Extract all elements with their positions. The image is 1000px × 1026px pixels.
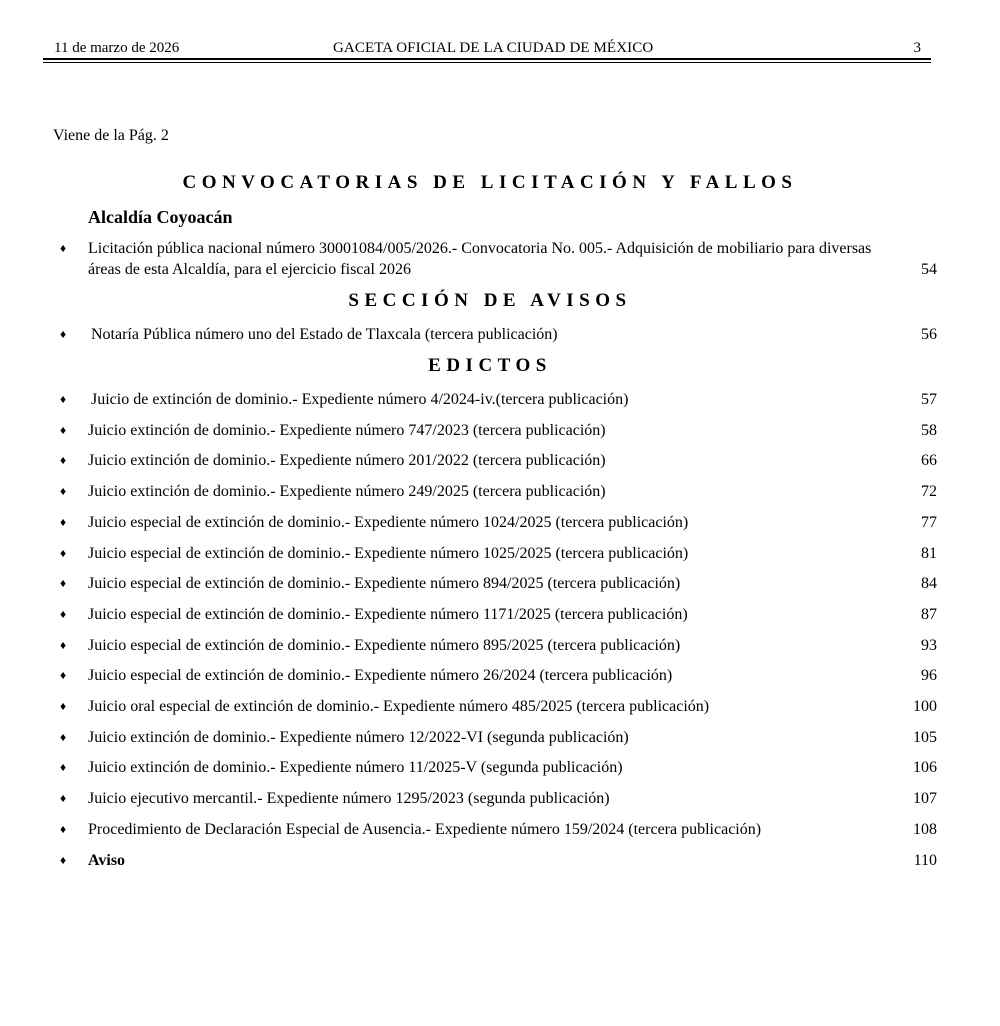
header-rule — [43, 58, 931, 60]
header-title: GACETA OFICIAL DE LA CIUDAD DE MÉXICO — [333, 40, 654, 56]
entry-text: Juicio extinción de dominio.- Expediente número 249/2025 (tercera publicación) — [88, 483, 606, 500]
entry-text: Juicio especial de extinción de dominio.- Expediente número 1171/2025 (tercera publicación) — [88, 606, 688, 623]
list-item — [60, 238, 940, 280]
bullet-icon: ♦ — [60, 423, 67, 437]
entry-page: 84 — [921, 575, 937, 592]
list-item — [60, 635, 940, 656]
entry-text: Juicio extinción de dominio.- Expediente número 747/2023 (tercera publicación) — [88, 422, 606, 439]
list-item — [60, 481, 940, 502]
entry-page: 77 — [921, 514, 937, 531]
bullet-icon: ♦ — [60, 576, 67, 590]
entry-page: 87 — [921, 606, 937, 623]
bullet-icon: ♦ — [60, 453, 67, 467]
list-item — [60, 727, 940, 748]
entry-page: 72 — [921, 483, 937, 500]
bullet-icon: ♦ — [60, 484, 67, 498]
list-item — [60, 696, 940, 717]
section-heading-convocatorias: CONVOCATORIAS DE LICITACIÓN Y FALLOS — [182, 172, 798, 193]
list-item — [60, 512, 940, 533]
list-item — [60, 665, 940, 686]
entry-text: Notaría Pública número uno del Estado de Tlaxcala (tercera publicación) — [91, 326, 558, 343]
list-item — [60, 788, 940, 809]
list-item — [60, 604, 940, 625]
bullet-icon: ♦ — [60, 392, 67, 406]
subheading-alcaldia: Alcaldía Coyoacán — [88, 207, 233, 227]
list-item — [60, 819, 940, 840]
bullet-icon: ♦ — [60, 791, 67, 805]
entry-page: 58 — [921, 422, 937, 439]
entry-page: 108 — [913, 821, 937, 838]
bullet-icon: ♦ — [60, 515, 67, 529]
entry-page: 96 — [921, 667, 937, 684]
list-item — [60, 450, 940, 471]
entry-text: Juicio especial de extinción de dominio.- Expediente número 894/2025 (tercera publicación) — [88, 575, 681, 592]
entry-page: 93 — [921, 637, 937, 654]
entry-text: Juicio especial de extinción de dominio.- Expediente número 1025/2025 (tercera publicación) — [88, 545, 689, 562]
bullet-icon: ♦ — [60, 327, 67, 341]
entry-text: Juicio extinción de dominio.- Expediente número 201/2022 (tercera publicación) — [88, 452, 606, 469]
header-page-number: 3 — [913, 40, 921, 56]
list-item — [60, 573, 940, 594]
entry-page: 107 — [913, 790, 937, 807]
entry-page: 106 — [913, 759, 937, 776]
bullet-icon: ♦ — [60, 853, 67, 867]
bullet-icon: ♦ — [60, 241, 67, 255]
entry-text: Juicio extinción de dominio.- Expediente número 11/2025-V (segunda publicación) — [88, 759, 623, 776]
entry-text: Juicio especial de extinción de dominio.- Expediente número 895/2025 (tercera publicación) — [88, 637, 681, 654]
bullet-icon: ♦ — [60, 699, 67, 713]
page-header — [43, 40, 931, 60]
entry-page: 110 — [913, 852, 937, 869]
list-item — [60, 757, 940, 778]
list-item — [60, 543, 940, 564]
entry-page: 66 — [921, 452, 937, 469]
bullet-icon: ♦ — [60, 730, 67, 744]
entry-page: 57 — [921, 391, 937, 408]
list-item — [60, 324, 940, 345]
entry-page: 105 — [913, 729, 937, 746]
entry-page: 54 — [921, 261, 937, 278]
list-item — [60, 850, 940, 871]
entry-text: Juicio especial de extinción de dominio.- Expediente número 1024/2025 (tercera publicación) — [88, 514, 689, 531]
entry-text: Juicio extinción de dominio.- Expediente número 12/2022-VI (segunda publicación) — [88, 729, 629, 746]
entry-text: Juicio oral especial de extinción de dominio.- Expediente número 485/2025 (tercera publicación) — [88, 698, 710, 715]
bullet-icon: ♦ — [60, 638, 67, 652]
entry-text: Juicio especial de extinción de dominio.- Expediente número 26/2024 (tercera publicación) — [88, 667, 673, 684]
bullet-icon: ♦ — [60, 607, 67, 621]
entry-page: 56 — [921, 326, 937, 343]
bullet-icon: ♦ — [60, 760, 67, 774]
entry-page: 100 — [913, 698, 937, 715]
header-rule-thin — [43, 62, 931, 63]
entry-page: 81 — [921, 545, 937, 562]
entry-text: Aviso — [88, 852, 126, 869]
section-heading-edictos: EDICTOS — [428, 355, 552, 376]
list-item — [60, 389, 940, 410]
entry-text: Juicio ejecutivo mercantil.- Expediente número 1295/2023 (segunda publicación) — [88, 790, 610, 807]
section-heading-avisos: SECCIÓN DE AVISOS — [348, 290, 632, 311]
bullet-icon: ♦ — [60, 668, 67, 682]
entry-text: Licitación pública nacional número 30001084/005/2026.- Convocatoria No. 005.- Adquisición de mobiliario para diversas áreas de esta Alcaldía, para el ejercicio fiscal 2026 — [88, 240, 872, 278]
header-date: 11 de marzo de 2026 — [54, 40, 180, 56]
entry-text: Juicio de extinción de dominio.- Expediente número 4/2024-iv.(tercera publicación) — [91, 391, 629, 408]
entry-text: Procedimiento de Declaración Especial de Ausencia.- Expediente número 159/2024 (tercera publicación) — [88, 821, 762, 838]
continuation-note: Viene de la Pág. 2 — [53, 127, 169, 144]
list-item — [60, 420, 940, 441]
bullet-icon: ♦ — [60, 546, 67, 560]
bullet-icon: ♦ — [60, 822, 67, 836]
